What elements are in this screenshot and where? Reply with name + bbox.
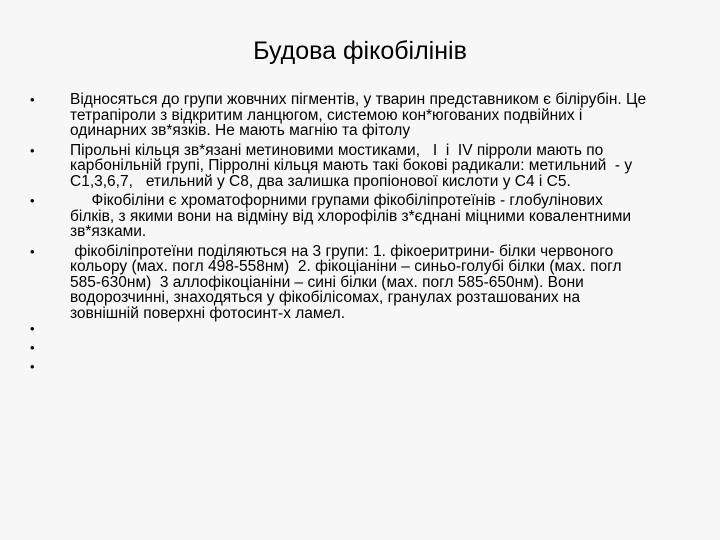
bullet-icon: • [30, 92, 35, 107]
bullet-icon: • [30, 340, 35, 355]
list-item [0, 143, 648, 190]
bullet-list [0, 92, 720, 378]
list-item-text: фікобіліпротеїни поділяються на 3 групи: 1. фікоеритрини- білки червоного кольору (мах. погл 498-558нм) 2. фікоціаніни – синьо-голубі білки (мах. погл 585-630нм) 3 аллофікоціаніни – сині білки (мах. погл 585-650нм). Вони водорозчинні, знаходяться у фікобілісомах, гранулах розташованих на зовнішній поверхні фотосинт-х ламел. [70, 242, 626, 322]
bullet-icon: • [30, 193, 35, 208]
list-item-text: Фікобіліни є хроматофорними групами фікобіліпротеїнів - глобулінових білків, з якими вони на відміну від хлорофілів з*єднані міцними ковалентними зв*язками. [70, 192, 636, 240]
list-item-text: Пірольні кільця зв*язані метиновими мостиками, І і IV пірроли мають по карбонільній групі, Пірролні кільця мають такі бокові радикали: метильний - у С1,3,6,7, етильний у С8, два залишка пропіонової кислоти у С4 і С5. [70, 141, 637, 190]
bullet-icon: • [30, 243, 35, 259]
list-item-empty [0, 359, 648, 378]
list-item-empty [0, 340, 648, 359]
list-item [0, 91, 651, 139]
bullet-icon: • [30, 142, 35, 158]
slide-title: Будова фікобілінів [253, 37, 467, 65]
bullet-icon: • [30, 359, 35, 374]
list-item-text: Відносяться до групи жовчних пігментів, у тварин представником є білірубін. Це тетрапіроли з відкритим ланцюгом, системою кон*югованих подвійних і одинарних зв*язків. Не мають магнію та фітолу [70, 91, 651, 139]
list-item [0, 193, 648, 240]
bullet-icon: • [30, 321, 35, 336]
list-item-empty [0, 321, 648, 340]
list-item [0, 244, 648, 322]
